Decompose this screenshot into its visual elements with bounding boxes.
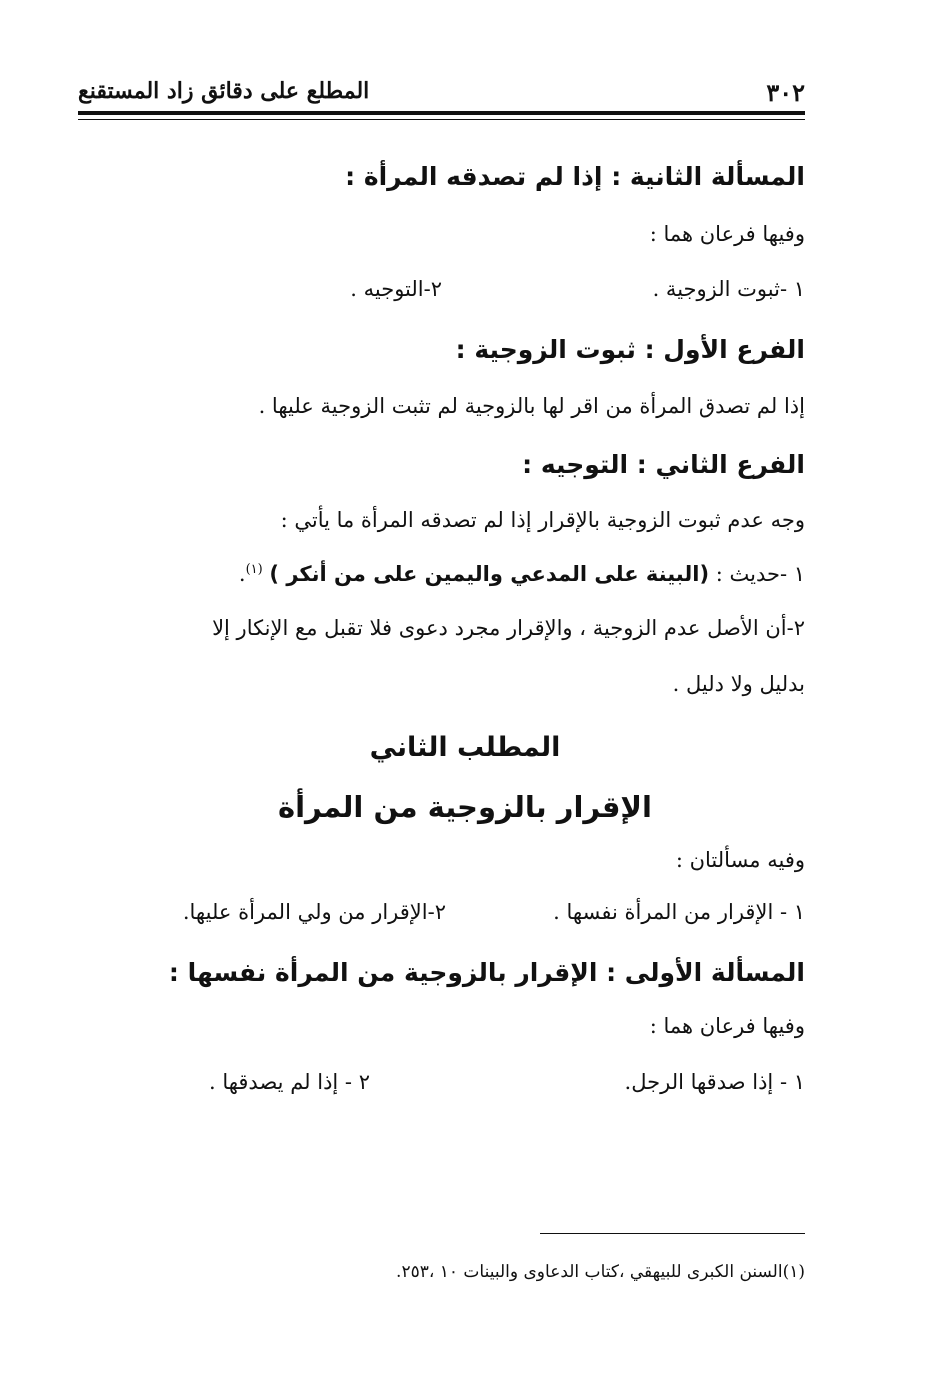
header-rule-thick (78, 111, 805, 115)
section3-item1: ١ - إذا صدقها الرجل. (624, 1070, 805, 1094)
section2-item1: ١ - الإقرار من المرأة نفسها . (553, 900, 805, 924)
point1-prefix: ١ -حديث : (709, 562, 805, 586)
page-number: ٣٠٢ (766, 78, 805, 107)
point1-end: . (238, 562, 246, 586)
footnote-divider (540, 1233, 805, 1234)
header-rule-thin (78, 119, 805, 120)
branch1-heading: الفرع الأول : ثبوت الزوجية : (455, 335, 805, 364)
section2-subtitle: الإقرار بالزوجية من المرأة (278, 790, 652, 824)
section2-item2: ٢-الإقرار من ولي المرأة عليها. (182, 900, 446, 924)
section1-item2: ٢-التوجيه . (350, 277, 442, 301)
branch2-point2-line2: بدليل ولا دليل . (672, 672, 805, 696)
footnote-ref[interactable]: (١) (245, 562, 263, 577)
section1-item1: ١ -ثبوت الزوجية . (652, 277, 805, 301)
section3-item2: ٢ - إذا لم يصدقها . (208, 1070, 370, 1094)
footnote: (١)السنن الكبرى للبيهقي ،كتاب الدعاوى والبينات ١٠ ،٢٥٣. (396, 1262, 805, 1282)
branch2-heading: الفرع الثاني : التوجيه : (522, 450, 805, 479)
branch2-point2-line1: ٢-أن الأصل عدم الزوجية ، والإقرار مجرد دعوى فلا تقبل مع الإنكار إلا (212, 616, 805, 640)
branch2-point1 (239, 562, 805, 586)
branch1-text: إذا لم تصدق المرأة من اقر لها بالزوجية لم تثبت الزوجية عليها . (258, 394, 805, 418)
section1-intro: وفيها فرعان هما : (649, 222, 805, 246)
book-title: المطلع على دقائق زاد المستقنع (78, 78, 370, 104)
section2-title: المطلب الثاني (369, 732, 561, 763)
section1-heading: المسألة الثانية : إذا لم تصدقه المرأة : (345, 162, 805, 191)
hadith-quote: (البينة على المدعي واليمين على من أنكر ) (269, 562, 710, 586)
section3-heading: المسألة الأولى : الإقرار بالزوجية من المرأة نفسها : (168, 958, 805, 987)
branch2-intro: وجه عدم ثبوت الزوجية بالإقرار إذا لم تصدقه المرأة ما يأتي : (280, 508, 805, 532)
section3-intro: وفيها فرعان هما : (649, 1014, 805, 1038)
section2-intro: وفيه مسألتان : (675, 848, 805, 872)
